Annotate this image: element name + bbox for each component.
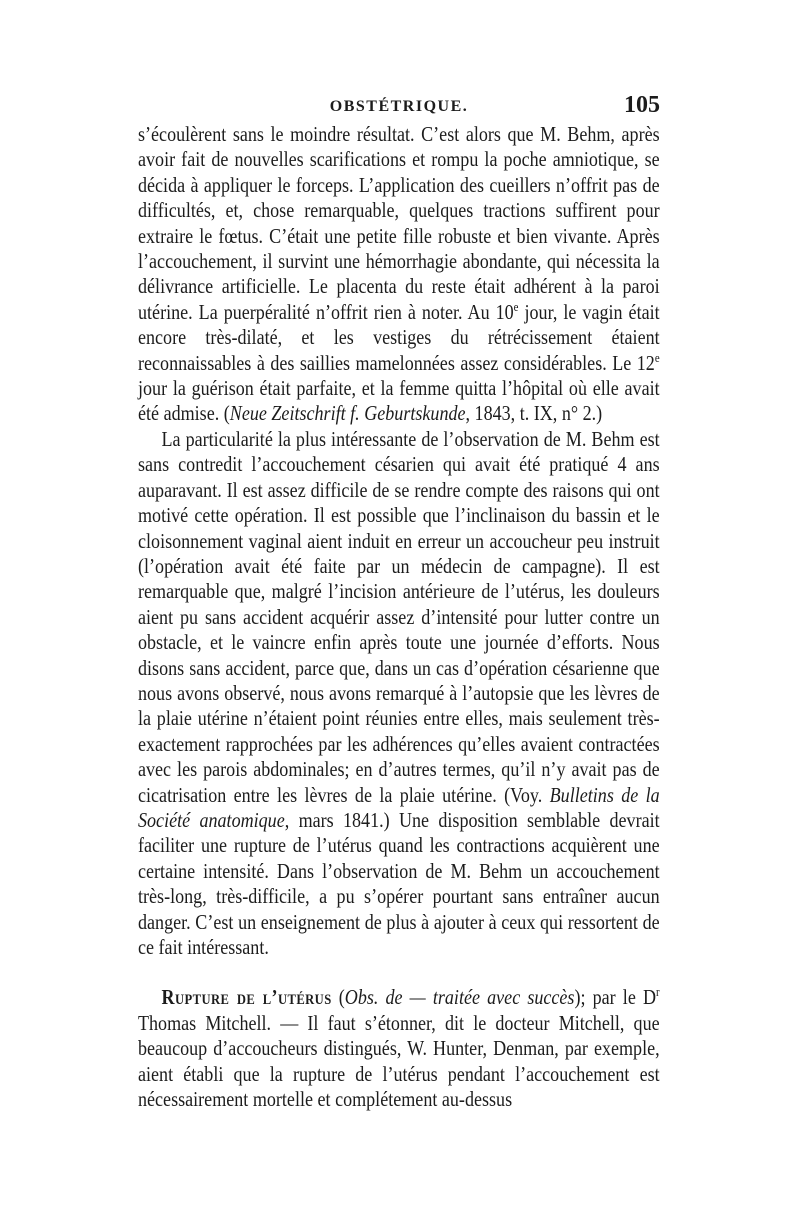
body-text (138, 122, 660, 1112)
paragraph-commentary: La particularité la plus intéressante de l’observation de M. Behm est sans contredit l’accouchement césarien qui avait été pratiqué 4 ans auparavant. Il est assez difficile de se rendre compte des raisons qui ont motivé cette opération. Il est possible que l’inclinaison du bassin et le cloisonnement vaginal aient induit en erreur un accoucheur peu instruit (l’opération avait été faite par un médecin de campagne). Il est remarquable que, malgré l’incision antérieure de l’utérus, les douleurs aient pu sans accident acquérir assez d’intensité pour lutter contre un obstacle, et le vaincre enfin après toute une journée d’efforts. Nous disons sans accident, parce que, dans un cas d’opération césarienne que nous avons observé, nous avons remarqué à l’autopsie que les lèvres de la plaie utérine n’étaient point réunies entre elles, mais seulement très-exactement rapprochées par les adhérences qu’elles avaient contractées avec les parois abdominales; en d’autres termes, qu’il n’y avait pas de cicatrisation entre les lèvres de la plaie utérine. (Voy. Bulletins de la Société anatomique, mars 1841.) Une disposition semblable devrait faciliter une rupture de l’utérus quand les contractions acquièrent une certaine intensité. Dans l’observation de M. Behm un accouchement très-long, très-difficile, a pu s’opérer pourtant sans entraîner aucun danger. C’est un enseignement de plus à ajouter à ceux qui ressortent de ce fait intéressant. (138, 426, 660, 959)
citation-bulletins: Bulletins de la Société anatomique (138, 782, 660, 832)
citation-journal: Neue Zeitschrift f. Geburtskunde (229, 401, 466, 426)
page-number: 105 (624, 92, 660, 118)
section-heading: Rupture de l’utérus (161, 985, 332, 1010)
running-title: OBSTÉTRIQUE. (329, 98, 469, 115)
book-page (138, 92, 660, 1112)
running-head (138, 92, 660, 122)
paragraph-rupture: Rupture de l’utérus (Obs. de — traitée avec succès); par le $D^r$ Thomas Mitchell. — Il faut s’étonner, dit le docteur Mitchell, que beaucoup d’accoucheurs distingués, W. Hunter, Denman, par exemple, aient établi que la rupture de l’utérus pendant l’accouchement est nécessairement mortelle et complétement au-dessus (138, 985, 660, 1112)
paragraph-behm-case: s’écoulèrent sans le moindre résultat. C’est alors que M. Behm, après avoir fait de nouvelles scarifications et rompu la poche amniotique, se décida à appliquer le forceps. L’application des cueillers n’offrit pas de difficultés, et, chose remarquable, quelques tractions suffirent pour extraire le fœtus. C’était une petite fille robuste et bien vivante. Après l’accouchement, il survint une hémorrhagie abondante, qui nécessita la délivrance artificielle. Le placenta du reste était adhérent à la paroi utérine. La puerpéralité n’offrit rien à noter. Au 10e jour, le vagin était encore très-dilaté, et les vestiges du rétrécissement étaient reconnaissables à des saillies mamelonnées assez considérables. Le 12e jour la guérison était parfaite, et la femme quitta l’hôpital où elle avait été admise. (Neue Zeitschrift f. Geburtskunde, 1843, t. IX, n° 2.) (138, 122, 660, 426)
observation-note: Obs. de — traitée avec succès (344, 985, 575, 1010)
